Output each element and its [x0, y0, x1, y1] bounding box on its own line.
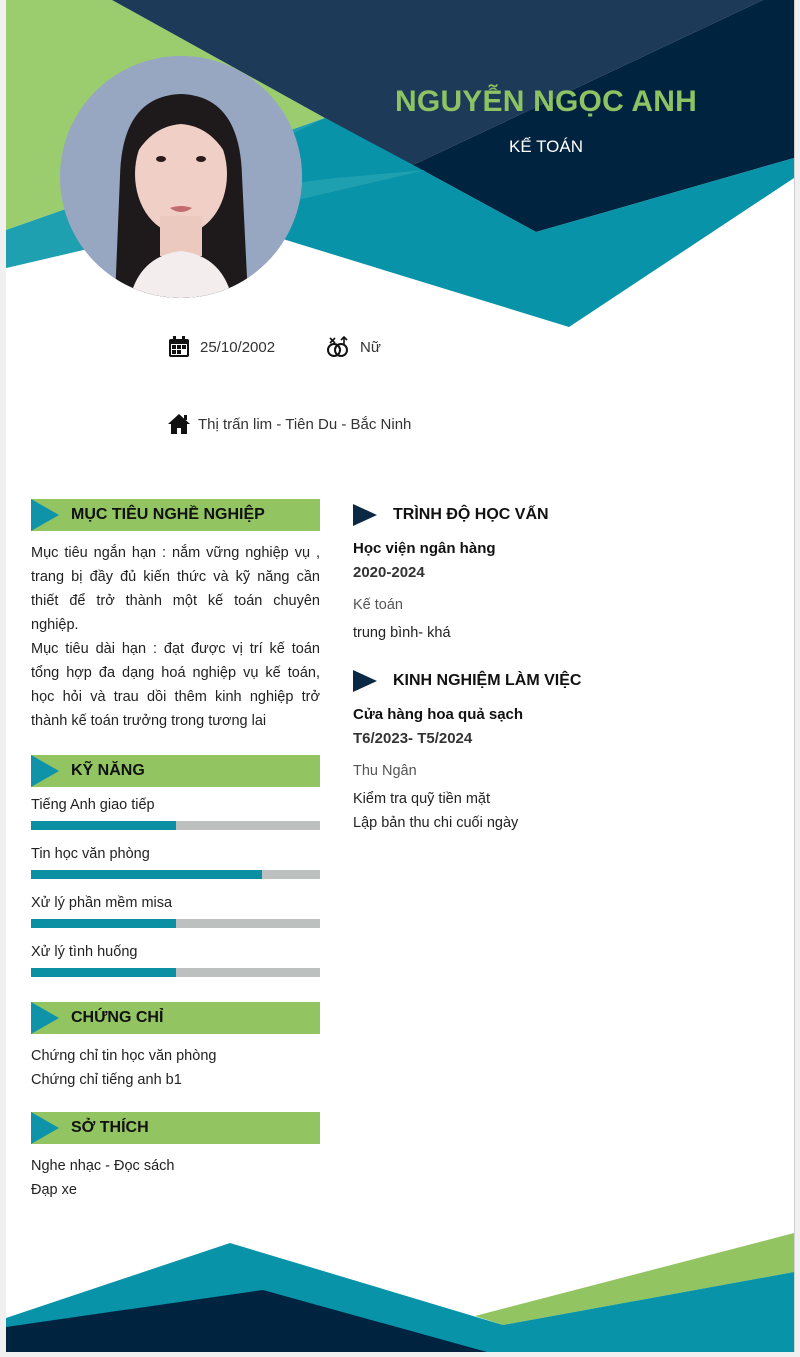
short-term-objective: Mục tiêu ngắn hạn : nắm vững nghiệp vụ , trang bị đầy đủ kiến thức và kỹ năng cần thiết để trở thành một kế toán chuyên nghiệp. — [31, 545, 320, 633]
skill-bar-fill — [31, 821, 176, 830]
section-header-education — [353, 499, 753, 531]
triangle-icon — [353, 670, 377, 692]
hobby-item: Nghe nhạc - Đọc sách — [31, 1158, 175, 1174]
section-header-skills — [31, 755, 320, 787]
certificate-item: Chứng chỉ tin học văn phòng — [31, 1048, 217, 1064]
gender-icon — [326, 336, 350, 358]
section-header-objective — [31, 499, 320, 531]
hobby-item: Đạp xe — [31, 1182, 77, 1198]
experience-period: T6/2023- T5/2024 — [353, 730, 473, 747]
gender-value: Nữ — [360, 338, 381, 356]
left-column — [31, 499, 320, 1202]
skill-bar-fill — [31, 968, 176, 977]
right-column — [353, 499, 753, 835]
skill-label: Tin học văn phòng — [31, 846, 150, 862]
birthday-info — [168, 336, 275, 358]
address-value: Thị trấn lim - Tiên Du - Bắc Ninh — [198, 415, 412, 433]
skill-item — [31, 797, 320, 830]
education-major: Kế toán — [353, 597, 403, 613]
triangle-icon — [31, 755, 59, 787]
address-info — [168, 414, 411, 434]
section-title: MỤC TIÊU NGHỀ NGHIỆP — [71, 506, 265, 523]
school-name: Học viện ngân hàng — [353, 540, 496, 557]
triangle-icon — [31, 1112, 59, 1144]
section-header-hobbies — [31, 1112, 320, 1144]
section-header-experience — [353, 665, 753, 697]
education-period: 2020-2024 — [353, 564, 425, 581]
skill-item — [31, 846, 320, 879]
home-icon — [168, 414, 190, 434]
skill-item — [31, 944, 320, 977]
section-title: SỞ THÍCH — [71, 1119, 149, 1136]
experience-role: Thu Ngân — [353, 763, 417, 779]
education-grade: trung bình- khá — [353, 625, 451, 641]
job-title: KẾ TOÁN — [508, 137, 583, 156]
triangle-icon — [31, 499, 59, 531]
section-title: CHỨNG CHỈ — [71, 1009, 164, 1026]
gender-info — [326, 336, 381, 358]
section-title: KINH NGHIỆM LÀM VIỆC — [393, 672, 582, 689]
company-name: Cửa hàng hoa quả sạch — [353, 706, 524, 723]
skill-item — [31, 895, 320, 928]
skill-bar — [31, 870, 320, 879]
skill-label: Xử lý phần mềm misa — [31, 895, 173, 911]
cv-page — [6, 0, 795, 1352]
skill-label: Tiếng Anh giao tiếp — [31, 797, 155, 813]
skill-bar-fill — [31, 919, 176, 928]
footer-decoration — [6, 1220, 794, 1352]
experience-duty: Lập bản thu chi cuối ngày — [353, 815, 519, 831]
skill-label: Xử lý tình huống — [31, 944, 138, 960]
certificate-item: Chứng chỉ tiếng anh b1 — [31, 1072, 182, 1088]
triangle-icon — [31, 1002, 59, 1034]
candidate-name: NGUYỄN NGỌC ANH — [395, 85, 697, 118]
long-term-objective: Mục tiêu dài hạn : đạt được vị trí kế toán tổng hợp đa dạng hoá nghiệp vụ kế toán, học hỏi và trau dồi thêm kinh nghiệp trở thành kế toán trưởng trong tương lai — [31, 641, 320, 729]
profile-photo — [60, 56, 302, 298]
section-title: TRÌNH ĐỘ HỌC VẤN — [393, 506, 549, 523]
triangle-icon — [353, 504, 377, 526]
birthday-value: 25/10/2002 — [200, 338, 276, 356]
section-header-certificates — [31, 1002, 320, 1034]
skill-bar — [31, 919, 320, 928]
calendar-icon — [168, 336, 190, 358]
skill-bar-fill — [31, 870, 262, 879]
section-title: KỸ NĂNG — [71, 762, 145, 779]
skill-bar — [31, 821, 320, 830]
skill-bar — [31, 968, 320, 977]
experience-duty: Kiểm tra quỹ tiền mặt — [353, 791, 490, 807]
